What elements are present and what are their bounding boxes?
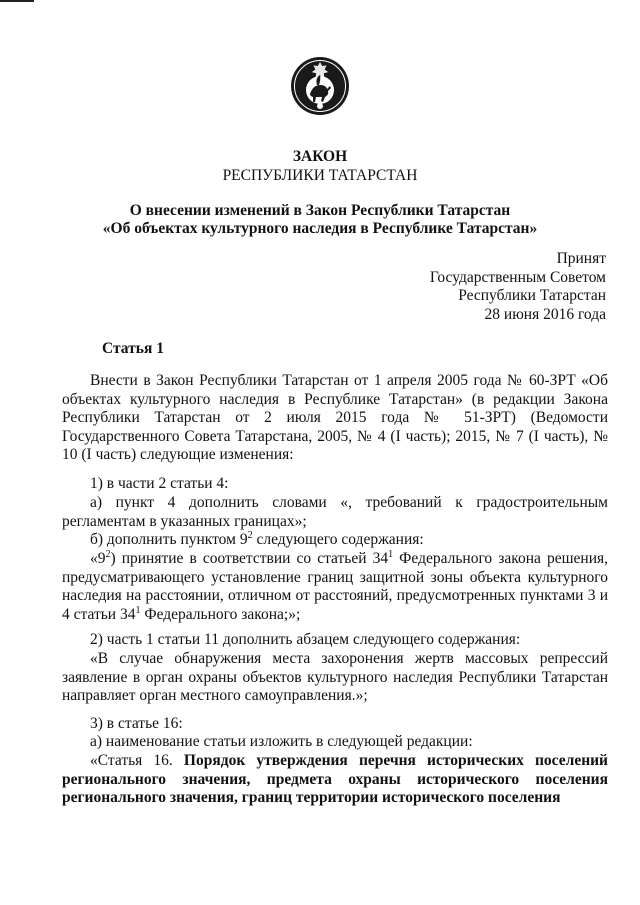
item-1-quote: «$9^2$) принятие в соответствии со статьей $34^1$ Федерального закона решения, предусматривающего установление границ защитной зоны объекта культурного наследия на расстоянии, отличном от расстояний, предусмотренных пунктами 3 и 4 статьи $34^1$ Федерального закона;»; bbox=[62, 549, 608, 623]
intro-paragraph: Внести в Закон Республики Татарстан от 1 апреля 2005 года № 60-ЗРТ «Об объектах культурного наследия в Республике Татарстан» (в редакции Закона Республики Татарстан от 2 июля 2015 года № 51-ЗРТ) (Ведомости Государственного Совета Татарстана, 2005, № 4 (I часть); 2015, № 7 (I часть), № 10 (I часть) следующие изменения: bbox=[62, 372, 608, 464]
adoption-line-3: Республики Татарстан bbox=[458, 287, 606, 304]
item-2-text: «В случае обнаружения места захоронения жертв массовых репрессий заявление в орган охраны объектов культурного наследия Республики Татарстан направляет орган местного самоуправления.»; bbox=[62, 650, 608, 705]
adoption-line-2: Государственным Советом bbox=[429, 268, 606, 286]
item-3-quote: «Статья 16. Порядок утверждения перечня исторических поселений регионального значения, предмета охраны исторического поселения регионального значения, границ территории исторического поселения bbox=[62, 752, 608, 807]
item-3-a: а) наименование статьи изложить в следующей редакции: bbox=[90, 733, 473, 750]
tatarstan-emblem-icon bbox=[290, 56, 350, 116]
top-edge-mark bbox=[0, 0, 34, 2]
adoption-block bbox=[430, 250, 606, 324]
item-1-a: а) пункт 4 дополнить словами «, требований к градостроительным регламентам в указанных границах»; bbox=[62, 494, 608, 530]
heading-line-1: О внесении изменений в Закон Республики Татарстан bbox=[129, 202, 511, 219]
issuer-subtitle: РЕСПУБЛИКИ ТАТАРСТАН bbox=[222, 167, 418, 184]
item-1-heading: 1) в части 2 статьи 4: bbox=[90, 475, 229, 492]
item-3-heading: 3) в статье 16: bbox=[90, 715, 183, 732]
adoption-line-1: Принят bbox=[556, 250, 606, 267]
article-title: Статья 1 bbox=[102, 340, 164, 357]
heading-line-2: «Об объектах культурного наследия в Республике Татарстан» bbox=[102, 220, 538, 237]
document-type-title: ЗАКОН bbox=[292, 148, 348, 165]
item-2-heading: 2) часть 1 статьи 11 дополнить абзацем следующего содержания: bbox=[90, 631, 521, 648]
adoption-date: 28 июня 2016 года bbox=[484, 305, 606, 323]
item-1-b: б) дополнить пунктом $9^2$ следующего содержания: bbox=[90, 530, 424, 548]
